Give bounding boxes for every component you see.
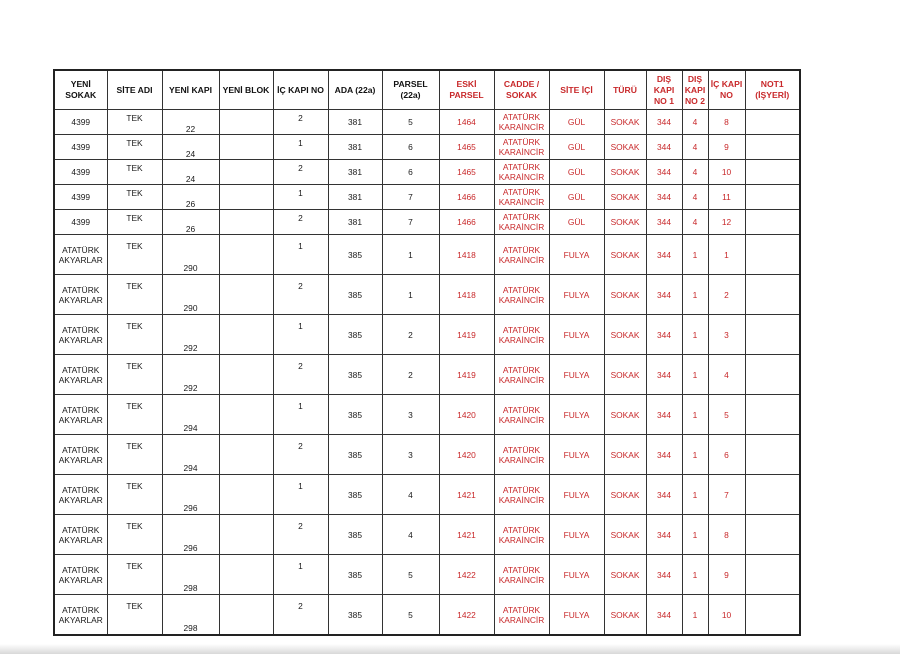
cell-dis-kapi-no1: 344 xyxy=(646,210,682,235)
cell-not1 xyxy=(745,395,800,435)
cell-parsel: 6 xyxy=(382,160,439,185)
cell-not1 xyxy=(745,235,800,275)
cell-site-ici: FULYA xyxy=(549,315,604,355)
cell-ada: 381 xyxy=(328,210,382,235)
cell-cadde-sokak: ATATÜRK KARAİNCİR xyxy=(494,235,549,275)
cell-turu: SOKAK xyxy=(604,185,646,210)
cell-ic-kapi-no-red: 11 xyxy=(708,185,745,210)
cell-eski-parsel: 1421 xyxy=(439,515,494,555)
cell-yeni-kapi: 22 xyxy=(162,110,219,135)
cell-yeni-blok xyxy=(219,435,273,475)
cell-cadde-sokak: ATATÜRK KARAİNCİR xyxy=(494,475,549,515)
cell-eski-parsel: 1422 xyxy=(439,555,494,595)
cell-ada: 385 xyxy=(328,515,382,555)
cell-ada: 385 xyxy=(328,355,382,395)
cell-parsel: 4 xyxy=(382,515,439,555)
cell-not1 xyxy=(745,555,800,595)
cell-ic-kapi-no-red: 12 xyxy=(708,210,745,235)
cell-yeni-kapi: 26 xyxy=(162,210,219,235)
cell-dis-kapi-no1: 344 xyxy=(646,315,682,355)
cell-ada: 385 xyxy=(328,595,382,636)
cell-dis-kapi-no1: 344 xyxy=(646,475,682,515)
cell-yeni-kapi: 296 xyxy=(162,475,219,515)
table-row xyxy=(54,135,800,160)
cell-ada: 385 xyxy=(328,275,382,315)
column-header-parsel: PARSEL (22a) xyxy=(382,70,439,110)
cell-ic-kapi-no-red: 10 xyxy=(708,160,745,185)
cell-ic-kapi-no-red: 6 xyxy=(708,435,745,475)
cell-dis-kapi-no2: 4 xyxy=(682,185,708,210)
cell-yeni-sokak: 4399 xyxy=(54,135,107,160)
cell-eski-parsel: 1420 xyxy=(439,435,494,475)
table-row xyxy=(54,435,800,475)
cell-not1 xyxy=(745,185,800,210)
cell-yeni-kapi: 24 xyxy=(162,160,219,185)
cell-turu: SOKAK xyxy=(604,475,646,515)
cell-turu: SOKAK xyxy=(604,555,646,595)
cell-ic-kapi-no: 1 xyxy=(273,185,328,210)
cell-eski-parsel: 1466 xyxy=(439,185,494,210)
cell-parsel: 1 xyxy=(382,235,439,275)
cell-ada: 385 xyxy=(328,235,382,275)
cell-not1 xyxy=(745,475,800,515)
cell-parsel: 3 xyxy=(382,435,439,475)
cell-dis-kapi-no2: 4 xyxy=(682,135,708,160)
cell-ada: 385 xyxy=(328,555,382,595)
cell-cadde-sokak: ATATÜRK KARAİNCİR xyxy=(494,595,549,636)
cell-ic-kapi-no-red: 9 xyxy=(708,555,745,595)
cell-not1 xyxy=(745,595,800,636)
column-header-ic-kapi-no-red: İÇ KAPI NO xyxy=(708,70,745,110)
cell-ic-kapi-no: 1 xyxy=(273,555,328,595)
cell-cadde-sokak: ATATÜRK KARAİNCİR xyxy=(494,555,549,595)
column-header-eski-parsel: ESKİ PARSEL xyxy=(439,70,494,110)
cell-not1 xyxy=(745,435,800,475)
cell-yeni-kapi: 294 xyxy=(162,395,219,435)
cell-ada: 381 xyxy=(328,185,382,210)
cell-site-ici: FULYA xyxy=(549,475,604,515)
cell-site-adi: TEK xyxy=(107,395,162,435)
cell-cadde-sokak: ATATÜRK KARAİNCİR xyxy=(494,355,549,395)
cell-turu: SOKAK xyxy=(604,275,646,315)
table-header xyxy=(54,70,800,110)
cell-dis-kapi-no2: 4 xyxy=(682,160,708,185)
cell-yeni-sokak: ATATÜRK AKYARLAR xyxy=(54,595,107,636)
cell-site-adi: TEK xyxy=(107,110,162,135)
cell-ic-kapi-no: 2 xyxy=(273,275,328,315)
cell-eski-parsel: 1465 xyxy=(439,160,494,185)
cell-yeni-blok xyxy=(219,185,273,210)
cell-ic-kapi-no-red: 4 xyxy=(708,355,745,395)
cell-parsel: 2 xyxy=(382,355,439,395)
cell-turu: SOKAK xyxy=(604,235,646,275)
cell-cadde-sokak: ATATÜRK KARAİNCİR xyxy=(494,185,549,210)
cell-site-ici: GÜL xyxy=(549,160,604,185)
table-row xyxy=(54,515,800,555)
cell-parsel: 5 xyxy=(382,595,439,636)
cell-yeni-blok xyxy=(219,475,273,515)
cell-site-adi: TEK xyxy=(107,515,162,555)
cell-dis-kapi-no1: 344 xyxy=(646,110,682,135)
cell-ic-kapi-no: 2 xyxy=(273,160,328,185)
cell-yeni-blok xyxy=(219,595,273,636)
cell-cadde-sokak: ATATÜRK KARAİNCİR xyxy=(494,210,549,235)
cell-dis-kapi-no1: 344 xyxy=(646,135,682,160)
cell-yeni-blok xyxy=(219,135,273,160)
cell-parsel: 3 xyxy=(382,395,439,435)
column-header-yeni-sokak: YENİ SOKAK xyxy=(54,70,107,110)
cell-yeni-blok xyxy=(219,555,273,595)
cell-ic-kapi-no-red: 2 xyxy=(708,275,745,315)
cell-yeni-sokak: 4399 xyxy=(54,210,107,235)
cell-turu: SOKAK xyxy=(604,135,646,160)
cell-cadde-sokak: ATATÜRK KARAİNCİR xyxy=(494,275,549,315)
cell-ic-kapi-no-red: 8 xyxy=(708,110,745,135)
table-row xyxy=(54,235,800,275)
cell-yeni-kapi: 292 xyxy=(162,355,219,395)
cell-dis-kapi-no2: 1 xyxy=(682,475,708,515)
cell-yeni-blok xyxy=(219,275,273,315)
cell-yeni-sokak: 4399 xyxy=(54,110,107,135)
cell-yeni-blok xyxy=(219,210,273,235)
cell-site-adi: TEK xyxy=(107,355,162,395)
cell-dis-kapi-no1: 344 xyxy=(646,235,682,275)
cell-not1 xyxy=(745,315,800,355)
cell-ic-kapi-no-red: 8 xyxy=(708,515,745,555)
cell-yeni-sokak: 4399 xyxy=(54,160,107,185)
cell-dis-kapi-no1: 344 xyxy=(646,515,682,555)
cell-yeni-sokak: ATATÜRK AKYARLAR xyxy=(54,475,107,515)
cell-dis-kapi-no1: 344 xyxy=(646,355,682,395)
cell-site-ici: FULYA xyxy=(549,435,604,475)
cell-site-ici: GÜL xyxy=(549,135,604,160)
cell-dis-kapi-no1: 344 xyxy=(646,160,682,185)
table-row xyxy=(54,160,800,185)
cell-yeni-sokak: ATATÜRK AKYARLAR xyxy=(54,395,107,435)
cell-dis-kapi-no2: 1 xyxy=(682,235,708,275)
cell-turu: SOKAK xyxy=(604,160,646,185)
cell-eski-parsel: 1464 xyxy=(439,110,494,135)
column-header-turu: TÜRÜ xyxy=(604,70,646,110)
cell-ic-kapi-no: 1 xyxy=(273,135,328,160)
cell-yeni-sokak: ATATÜRK AKYARLAR xyxy=(54,315,107,355)
cell-eski-parsel: 1418 xyxy=(439,275,494,315)
cell-dis-kapi-no2: 1 xyxy=(682,435,708,475)
cell-cadde-sokak: ATATÜRK KARAİNCİR xyxy=(494,435,549,475)
cell-yeni-kapi: 26 xyxy=(162,185,219,210)
column-header-ada: ADA (22a) xyxy=(328,70,382,110)
cell-not1 xyxy=(745,355,800,395)
cell-eski-parsel: 1419 xyxy=(439,315,494,355)
cell-cadde-sokak: ATATÜRK KARAİNCİR xyxy=(494,135,549,160)
cell-dis-kapi-no2: 4 xyxy=(682,210,708,235)
cell-turu: SOKAK xyxy=(604,435,646,475)
cell-ic-kapi-no-red: 5 xyxy=(708,395,745,435)
cell-site-ici: FULYA xyxy=(549,355,604,395)
column-header-ic-kapi-no: İÇ KAPI NO xyxy=(273,70,328,110)
cell-not1 xyxy=(745,275,800,315)
table-row xyxy=(54,185,800,210)
cell-cadde-sokak: ATATÜRK KARAİNCİR xyxy=(494,515,549,555)
cell-ic-kapi-no: 2 xyxy=(273,355,328,395)
cell-dis-kapi-no2: 1 xyxy=(682,595,708,636)
cell-dis-kapi-no1: 344 xyxy=(646,595,682,636)
cell-yeni-sokak: ATATÜRK AKYARLAR xyxy=(54,435,107,475)
column-header-dis-kapi-no2: DIŞ KAPI NO 2 xyxy=(682,70,708,110)
cell-yeni-kapi: 296 xyxy=(162,515,219,555)
cell-yeni-sokak: ATATÜRK AKYARLAR xyxy=(54,515,107,555)
cell-ada: 381 xyxy=(328,135,382,160)
cell-parsel: 7 xyxy=(382,185,439,210)
cell-turu: SOKAK xyxy=(604,355,646,395)
cell-yeni-blok xyxy=(219,355,273,395)
cell-turu: SOKAK xyxy=(604,595,646,636)
table-row xyxy=(54,555,800,595)
column-header-cadde-sokak: CADDE / SOKAK xyxy=(494,70,549,110)
cell-turu: SOKAK xyxy=(604,395,646,435)
cell-dis-kapi-no2: 1 xyxy=(682,555,708,595)
cell-yeni-sokak: 4399 xyxy=(54,185,107,210)
cell-turu: SOKAK xyxy=(604,515,646,555)
cell-yeni-kapi: 298 xyxy=(162,555,219,595)
cell-site-adi: TEK xyxy=(107,595,162,636)
cell-ada: 385 xyxy=(328,395,382,435)
cell-yeni-sokak: ATATÜRK AKYARLAR xyxy=(54,275,107,315)
cell-yeni-kapi: 290 xyxy=(162,235,219,275)
cell-not1 xyxy=(745,210,800,235)
cell-site-ici: FULYA xyxy=(549,395,604,435)
cell-yeni-blok xyxy=(219,395,273,435)
cell-dis-kapi-no1: 344 xyxy=(646,395,682,435)
cell-ic-kapi-no: 1 xyxy=(273,235,328,275)
cell-site-adi: TEK xyxy=(107,185,162,210)
cell-dis-kapi-no1: 344 xyxy=(646,185,682,210)
cell-not1 xyxy=(745,160,800,185)
cell-yeni-sokak: ATATÜRK AKYARLAR xyxy=(54,235,107,275)
cell-yeni-blok xyxy=(219,235,273,275)
cell-site-adi: TEK xyxy=(107,315,162,355)
table-row xyxy=(54,595,800,636)
cell-dis-kapi-no1: 344 xyxy=(646,275,682,315)
cell-eski-parsel: 1421 xyxy=(439,475,494,515)
cell-ada: 385 xyxy=(328,315,382,355)
cell-dis-kapi-no2: 1 xyxy=(682,275,708,315)
cell-yeni-kapi: 24 xyxy=(162,135,219,160)
cell-ic-kapi-no-red: 9 xyxy=(708,135,745,160)
cell-ic-kapi-no: 1 xyxy=(273,395,328,435)
cell-yeni-blok xyxy=(219,515,273,555)
cell-yeni-sokak: ATATÜRK AKYARLAR xyxy=(54,555,107,595)
cell-ada: 385 xyxy=(328,475,382,515)
cell-dis-kapi-no1: 344 xyxy=(646,435,682,475)
cell-ic-kapi-no: 2 xyxy=(273,595,328,636)
cell-site-adi: TEK xyxy=(107,275,162,315)
cell-dis-kapi-no2: 1 xyxy=(682,395,708,435)
cell-not1 xyxy=(745,110,800,135)
cell-parsel: 4 xyxy=(382,475,439,515)
cell-dis-kapi-no1: 344 xyxy=(646,555,682,595)
cell-eski-parsel: 1418 xyxy=(439,235,494,275)
column-header-site-adi: SİTE ADI xyxy=(107,70,162,110)
cell-yeni-blok xyxy=(219,160,273,185)
cell-ic-kapi-no: 2 xyxy=(273,515,328,555)
cell-cadde-sokak: ATATÜRK KARAİNCİR xyxy=(494,110,549,135)
cell-ic-kapi-no: 2 xyxy=(273,435,328,475)
cell-yeni-kapi: 292 xyxy=(162,315,219,355)
cell-not1 xyxy=(745,515,800,555)
cell-site-ici: FULYA xyxy=(549,555,604,595)
cell-ic-kapi-no-red: 7 xyxy=(708,475,745,515)
cell-site-ici: FULYA xyxy=(549,515,604,555)
cell-site-ici: GÜL xyxy=(549,185,604,210)
cell-dis-kapi-no2: 4 xyxy=(682,110,708,135)
column-header-not1: NOT1 (İŞYERİ) xyxy=(745,70,800,110)
column-header-yeni-blok: YENİ BLOK xyxy=(219,70,273,110)
cell-eski-parsel: 1465 xyxy=(439,135,494,160)
cell-ada: 381 xyxy=(328,110,382,135)
cell-site-adi: TEK xyxy=(107,235,162,275)
cell-parsel: 6 xyxy=(382,135,439,160)
table-row xyxy=(54,315,800,355)
cell-ic-kapi-no: 2 xyxy=(273,110,328,135)
cell-site-ici: FULYA xyxy=(549,275,604,315)
cell-cadde-sokak: ATATÜRK KARAİNCİR xyxy=(494,315,549,355)
address-table xyxy=(53,69,801,636)
cell-eski-parsel: 1422 xyxy=(439,595,494,636)
cell-site-ici: FULYA xyxy=(549,595,604,636)
cell-dis-kapi-no2: 1 xyxy=(682,315,708,355)
table-row xyxy=(54,475,800,515)
cell-site-ici: FULYA xyxy=(549,235,604,275)
cell-dis-kapi-no2: 1 xyxy=(682,355,708,395)
cell-eski-parsel: 1419 xyxy=(439,355,494,395)
table-row xyxy=(54,275,800,315)
cell-cadde-sokak: ATATÜRK KARAİNCİR xyxy=(494,395,549,435)
cell-ic-kapi-no: 1 xyxy=(273,475,328,515)
cell-site-adi: TEK xyxy=(107,160,162,185)
cell-site-adi: TEK xyxy=(107,135,162,160)
cell-site-adi: TEK xyxy=(107,210,162,235)
cell-site-adi: TEK xyxy=(107,555,162,595)
table-row xyxy=(54,110,800,135)
cell-parsel: 2 xyxy=(382,315,439,355)
cell-parsel: 5 xyxy=(382,110,439,135)
cell-yeni-blok xyxy=(219,110,273,135)
cell-parsel: 1 xyxy=(382,275,439,315)
cell-ic-kapi-no-red: 1 xyxy=(708,235,745,275)
table-row xyxy=(54,355,800,395)
cell-site-ici: GÜL xyxy=(549,110,604,135)
cell-turu: SOKAK xyxy=(604,210,646,235)
cell-yeni-sokak: ATATÜRK AKYARLAR xyxy=(54,355,107,395)
cell-eski-parsel: 1466 xyxy=(439,210,494,235)
cell-ada: 381 xyxy=(328,160,382,185)
cell-turu: SOKAK xyxy=(604,110,646,135)
header-row xyxy=(54,70,800,110)
cell-yeni-kapi: 294 xyxy=(162,435,219,475)
cell-ic-kapi-no: 2 xyxy=(273,210,328,235)
table-row xyxy=(54,210,800,235)
cell-site-adi: TEK xyxy=(107,435,162,475)
cell-ada: 385 xyxy=(328,435,382,475)
table-row xyxy=(54,395,800,435)
cell-turu: SOKAK xyxy=(604,315,646,355)
cell-parsel: 5 xyxy=(382,555,439,595)
cell-ic-kapi-no-red: 10 xyxy=(708,595,745,636)
column-header-dis-kapi-no1: DIŞ KAPI NO 1 xyxy=(646,70,682,110)
cell-yeni-blok xyxy=(219,315,273,355)
cell-ic-kapi-no-red: 3 xyxy=(708,315,745,355)
page-bottom-edge xyxy=(0,644,900,654)
column-header-site-ici: SİTE İÇİ xyxy=(549,70,604,110)
cell-parsel: 7 xyxy=(382,210,439,235)
cell-eski-parsel: 1420 xyxy=(439,395,494,435)
cell-site-ici: GÜL xyxy=(549,210,604,235)
cell-yeni-kapi: 290 xyxy=(162,275,219,315)
cell-cadde-sokak: ATATÜRK KARAİNCİR xyxy=(494,160,549,185)
cell-not1 xyxy=(745,135,800,160)
cell-yeni-kapi: 298 xyxy=(162,595,219,636)
cell-dis-kapi-no2: 1 xyxy=(682,515,708,555)
cell-ic-kapi-no: 1 xyxy=(273,315,328,355)
column-header-yeni-kapi: YENİ KAPI xyxy=(162,70,219,110)
table-body xyxy=(54,110,800,636)
address-table-sheet xyxy=(53,69,801,636)
cell-site-adi: TEK xyxy=(107,475,162,515)
